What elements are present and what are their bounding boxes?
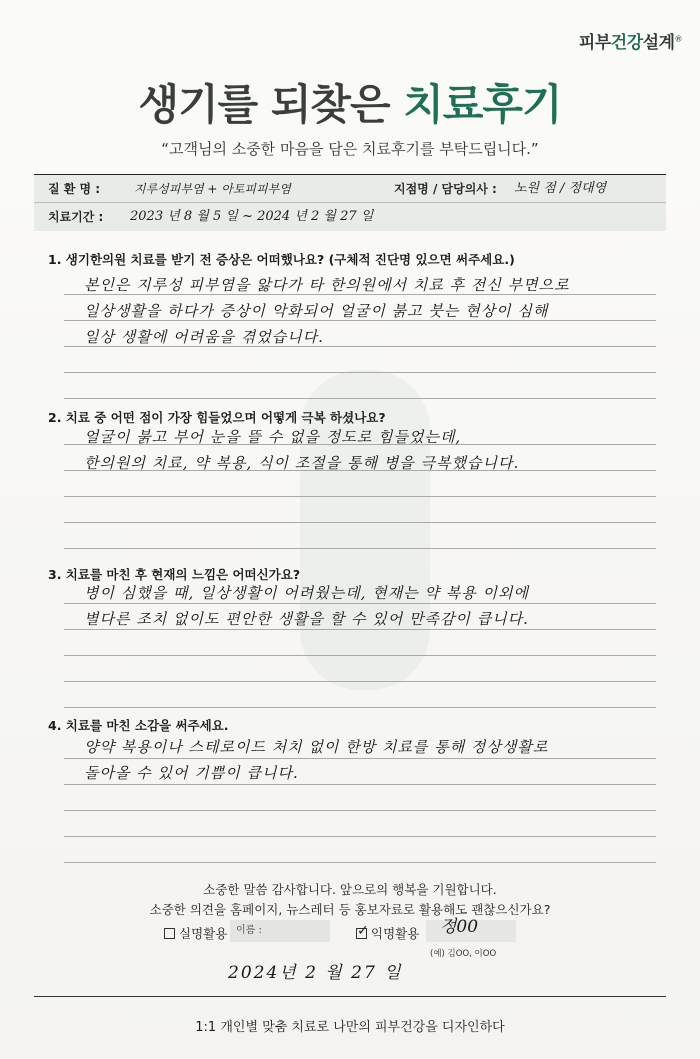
- real-name-checkbox[interactable]: [164, 928, 175, 939]
- anonymous-option[interactable]: [356, 924, 419, 942]
- question-3: 3. 치료를 마친 후 현재의 느낌은 어떠신가요?: [48, 567, 301, 582]
- brand-suffix: 설계: [642, 33, 675, 53]
- brand-registered-mark: ®: [674, 34, 682, 44]
- closing-message: [0, 880, 700, 920]
- answer-4-line-2: 돌아올 수 있어 기쁨이 큽니다.: [84, 764, 299, 782]
- anonymous-name-field[interactable]: [426, 917, 516, 942]
- answer-1-line-1: 본인은 지루성 피부염을 앓다가 타 한의원에서 치료 후 전신 부면으로: [84, 276, 570, 294]
- footer-slogan: 1:1 개인별 맞춤 치료로 나만의 피부건강을 디자인하다: [195, 1020, 505, 1035]
- period-label: 치료기간 :: [48, 210, 104, 224]
- anonymous-label: 익명활용: [371, 926, 420, 941]
- writing-line: [64, 655, 656, 656]
- answer-2-line-2: 한의원의 치료, 약 복용, 식이 조절을 통해 병을 극복했습니다.: [84, 454, 520, 472]
- diagnosis-value: 지루성피부염 + 아토피피부염: [134, 182, 291, 196]
- info-row-period: [34, 203, 666, 231]
- writing-line: [64, 629, 656, 630]
- anonymous-name-value: 정00: [440, 917, 479, 937]
- diagnosis-label: 질 환 명 :: [48, 182, 101, 196]
- closing-line-2: 소중한 의견을 홈페이지, 뉴스레터 등 홍보자료로 활용해도 괜찮으신가요?: [149, 902, 551, 917]
- footer-divider: [34, 996, 666, 997]
- answer-4-line-1: 양약 복용이나 스테로이드 처치 없이 한방 치료를 통해 정상생활로: [84, 738, 549, 756]
- answer-3-line-1: 병이 심했을 때, 일상생활이 어려웠는데, 현재는 약 복용 이외에: [84, 584, 529, 602]
- writing-line: [64, 548, 656, 549]
- branch-doctor-label: 지점명 / 담당의사 :: [394, 182, 497, 196]
- info-row-diagnosis: [34, 175, 666, 203]
- page-subtitle: “고객님의 소중한 마음을 담은 치료후기를 부탁드립니다.”: [161, 140, 539, 158]
- writing-line: [64, 603, 656, 604]
- branch-doctor-value: 노원 점 / 정대영: [514, 181, 607, 196]
- answer-3-line-2: 별다른 조치 없이도 편안한 생활을 할 수 있어 만족감이 큽니다.: [84, 610, 529, 628]
- writing-line: [64, 681, 656, 682]
- real-name-label: 실명활용: [179, 926, 228, 941]
- answer-1-line-3: 일상 생활에 어려움을 겪었습니다.: [84, 328, 324, 346]
- title-main: 생기를 되찾은: [138, 80, 404, 129]
- writing-line: [64, 707, 656, 708]
- writing-line: [64, 784, 656, 785]
- answer-1-line-2: 일상생활을 하다가 증상이 악화되어 얼굴이 붉고 붓는 현상이 심해: [84, 302, 549, 320]
- period-value: 2023 년 8 월 5 일 ~ 2024 년 2 월 27 일: [130, 209, 374, 224]
- name-example: (예) 김OO, 이OO: [430, 949, 497, 959]
- patient-info-table: [34, 174, 666, 230]
- signed-date: 2024년 2 월 27 일: [228, 963, 403, 983]
- anonymous-check-mark: ✓: [357, 923, 369, 939]
- page-title: [0, 72, 700, 132]
- name-field-label: 이름 :: [236, 925, 262, 936]
- question-4: 4. 치료를 마친 소감을 써주세요.: [48, 718, 229, 733]
- writing-line: [64, 496, 656, 497]
- brand-prefix: 피부: [578, 33, 611, 53]
- writing-line: [64, 862, 656, 863]
- question-2: 2. 치료 중 어떤 점이 가장 힘들었으며 어떻게 극복 하셨나요?: [48, 410, 386, 425]
- answer-2-line-1: 얼굴이 붉고 부어 눈을 뜰 수 없을 정도로 힘들었는데,: [84, 428, 462, 446]
- brand-accent: 건강: [610, 33, 643, 53]
- writing-line: [64, 372, 656, 373]
- name-field[interactable]: [230, 920, 330, 942]
- closing-line-1: 소중한 말씀 감사합니다. 앞으로의 행복을 기원합니다.: [203, 882, 497, 897]
- question-1: 1. 생기한의원 치료를 받기 전 증상은 어떠했나요? (구체적 진단명 있으면 써주세요.): [48, 252, 515, 267]
- writing-line: [64, 522, 656, 523]
- title-accent: 치료후기: [403, 80, 562, 129]
- writing-line: [64, 836, 656, 837]
- real-name-option[interactable]: [164, 924, 227, 942]
- writing-line: [64, 398, 656, 399]
- brand-logo: [579, 28, 682, 53]
- writing-line: [64, 758, 656, 759]
- anonymous-checkbox[interactable]: [356, 923, 369, 939]
- writing-line: [64, 810, 656, 811]
